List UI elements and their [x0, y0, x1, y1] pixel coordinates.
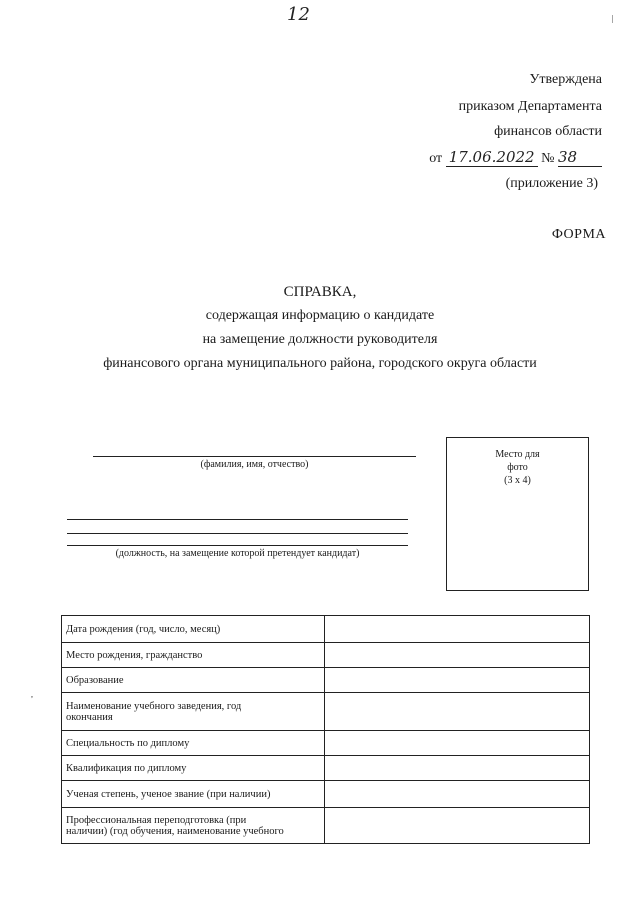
- position-line-3: [67, 545, 408, 546]
- row-label: [62, 808, 325, 844]
- title-line3: на замещение должности руководителя: [202, 332, 438, 347]
- row-label: Место рождения, гражданство: [62, 643, 325, 668]
- title-line2: содержащая информацию о кандидате: [205, 308, 435, 323]
- table-row: [62, 643, 590, 668]
- position-line-2: [67, 533, 408, 534]
- photo-label-1: Место для: [495, 449, 540, 460]
- table-row: [62, 668, 590, 693]
- margin-mark-left: ,: [31, 690, 33, 699]
- photo-placeholder: [446, 437, 589, 591]
- name-caption: (фамилия, имя, отчество): [200, 459, 309, 470]
- table-row: [62, 731, 590, 756]
- table-row: [62, 781, 590, 808]
- row-label: [62, 693, 325, 731]
- position-line-1: [67, 519, 408, 520]
- row-label-part1: Профессиональная переподготовка (при: [66, 814, 247, 826]
- row-label-part1: Наименование учебного заведения, год: [66, 700, 242, 712]
- table-row: [62, 616, 590, 643]
- table-row: [62, 756, 590, 781]
- approval-number: 38: [558, 148, 602, 167]
- row-label-part2: окончания: [66, 711, 113, 723]
- row-label-part2: наличии) (год обучения, наименование учебного: [66, 825, 284, 837]
- row-label: Специальность по диплому: [62, 731, 325, 756]
- table-row: [62, 693, 590, 731]
- candidate-info-table: [61, 615, 590, 844]
- row-label: Квалификация по диплому: [62, 756, 325, 781]
- row-value[interactable]: [325, 731, 590, 756]
- page-number: 12: [287, 4, 310, 25]
- row-value[interactable]: [325, 781, 590, 808]
- row-label: Дата рождения (год, число, месяц): [62, 616, 325, 643]
- row-value[interactable]: [325, 808, 590, 844]
- row-value[interactable]: [325, 693, 590, 731]
- row-label: Ученая степень, ученое звание (при наличии): [62, 781, 325, 808]
- name-line: [93, 456, 416, 457]
- approval-line1: Утверждена: [529, 72, 602, 87]
- approval-date-line: [429, 148, 602, 167]
- row-value[interactable]: [325, 756, 590, 781]
- row-value[interactable]: [325, 668, 590, 693]
- document-title: СПРАВКА,: [283, 284, 357, 300]
- date-prefix: от: [429, 151, 443, 166]
- table-row: [62, 808, 590, 844]
- position-caption: (должность, на замещение которой претендует кандидат): [115, 548, 360, 559]
- margin-mark: |: [612, 14, 614, 23]
- photo-label-3: (3 x 4): [504, 475, 531, 486]
- photo-label-2: фото: [507, 462, 528, 473]
- approval-line2: приказом Департамента: [458, 99, 602, 114]
- row-value[interactable]: [325, 643, 590, 668]
- row-label: Образование: [62, 668, 325, 693]
- approval-appendix: (приложение 3): [505, 176, 598, 191]
- approval-date: 17.06.2022: [446, 148, 538, 167]
- row-value[interactable]: [325, 616, 590, 643]
- form-label: ФОРМА: [551, 227, 606, 242]
- number-prefix: №: [541, 151, 555, 166]
- title-line4: финансового органа муниципального района, городского округа области: [103, 356, 537, 371]
- approval-line3: финансов области: [494, 124, 602, 139]
